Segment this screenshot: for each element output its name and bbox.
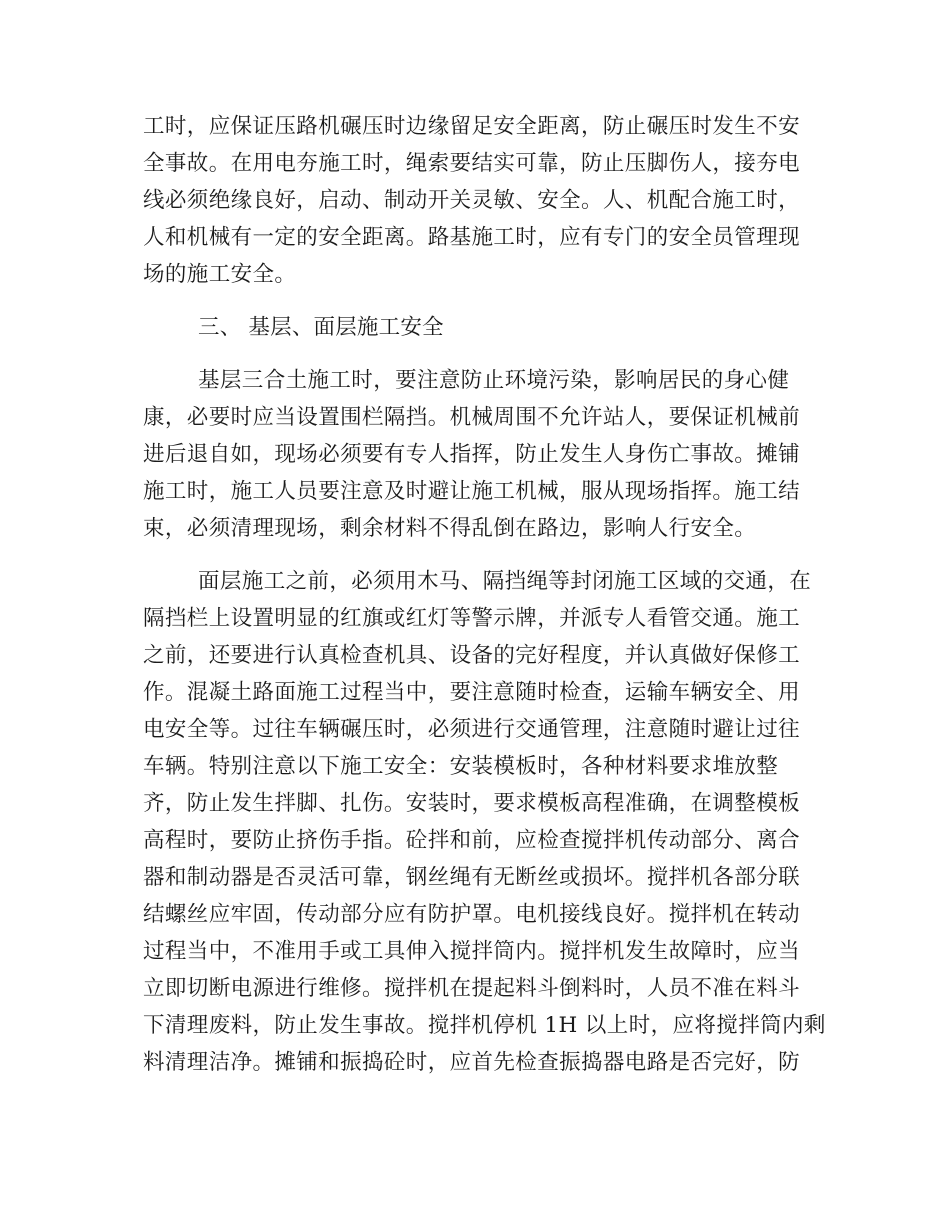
paragraph-line: 立即切断电源进行维修。搅拌机在提起料斗倒料时，人员不准在料斗 bbox=[143, 976, 801, 1001]
paragraph-line: 过程当中，不准用手或工具伸入搅拌筒内。搅拌机发生故障时，应当 bbox=[143, 939, 801, 964]
section-heading: 三、 基层、面层施工安全 bbox=[198, 315, 444, 340]
paragraph-line: 人和机械有一定的安全距离。路基施工时，应有专门的安全员管理现 bbox=[143, 225, 801, 250]
paragraph-line: 工时，应保证压路机碾压时边缘留足安全距离，防止碾压时发生不安 bbox=[143, 114, 801, 139]
paragraph-line: 全事故。在用电夯施工时，绳索要结实可靠，防止压脚伤人，接夯电 bbox=[143, 151, 801, 176]
paragraph-line: 康，必要时应当设置围栏隔挡。机械周围不允许站人，要保证机械前 bbox=[143, 405, 801, 430]
paragraph-line: 高程时，要防止挤伤手指。砼拌和前，应检查搅拌机传动部分、离合 bbox=[143, 828, 801, 853]
paragraph-line: 场的施工安全。 bbox=[143, 262, 297, 287]
paragraph-line: 器和制动器是否灵活可靠，钢丝绳有无断丝或损坏。搅拌机各部分联 bbox=[143, 865, 801, 890]
paragraph-line: 之前，还要进行认真检查机具、设备的完好程度，并认真做好保修工 bbox=[143, 643, 801, 668]
paragraph-line: 结螺丝应牢固，传动部分应有防护罩。电机接线良好。搅拌机在转动 bbox=[143, 902, 801, 927]
paragraph-line: 基层三合土施工时，要注意防止环境污染，影响居民的身心健 bbox=[198, 368, 790, 393]
paragraph-line: 线必须绝缘良好，启动、制动开关灵敏、安全。人、机配合施工时， bbox=[143, 188, 801, 213]
paragraph-line: 作。混凝土路面施工过程当中，要注意随时检查，运输车辆安全、用 bbox=[143, 680, 801, 705]
paragraph-line: 料清理洁净。摊铺和振捣砼时，应首先检查振捣器电路是否完好，防 bbox=[143, 1050, 801, 1075]
paragraph-line: 施工时，施工人员要注意及时避让施工机械，服从现场指挥。施工结 bbox=[143, 479, 801, 504]
paragraph-line: 车辆。特别注意以下施工安全：安装模板时，各种材料要求堆放整 bbox=[143, 754, 779, 779]
paragraph-line: 隔挡栏上设置明显的红旗或红灯等警示牌，并派专人看管交通。施工 bbox=[143, 606, 801, 631]
paragraph-line: 齐，防止发生拌脚、扎伤。安装时，要求模板高程准确，在调整模板 bbox=[143, 791, 801, 816]
paragraph-line: 束，必须清理现场，剩余材料不得乱倒在路边，影响人行安全。 bbox=[143, 516, 757, 541]
paragraph-line: 下清理废料，防止发生事故。搅拌机停机 1H 以上时，应将搅拌筒内剩 bbox=[143, 1013, 826, 1038]
paragraph-line: 进后退自如，现场必须要有专人指挥，防止发生人身伤亡事故。摊铺 bbox=[143, 442, 801, 467]
paragraph-line: 面层施工之前，必须用木马、隔挡绳等封闭施工区域的交通，在 bbox=[198, 569, 812, 594]
paragraph-line: 电安全等。过往车辆碾压时，必须进行交通管理，注意随时避让过往 bbox=[143, 717, 801, 742]
